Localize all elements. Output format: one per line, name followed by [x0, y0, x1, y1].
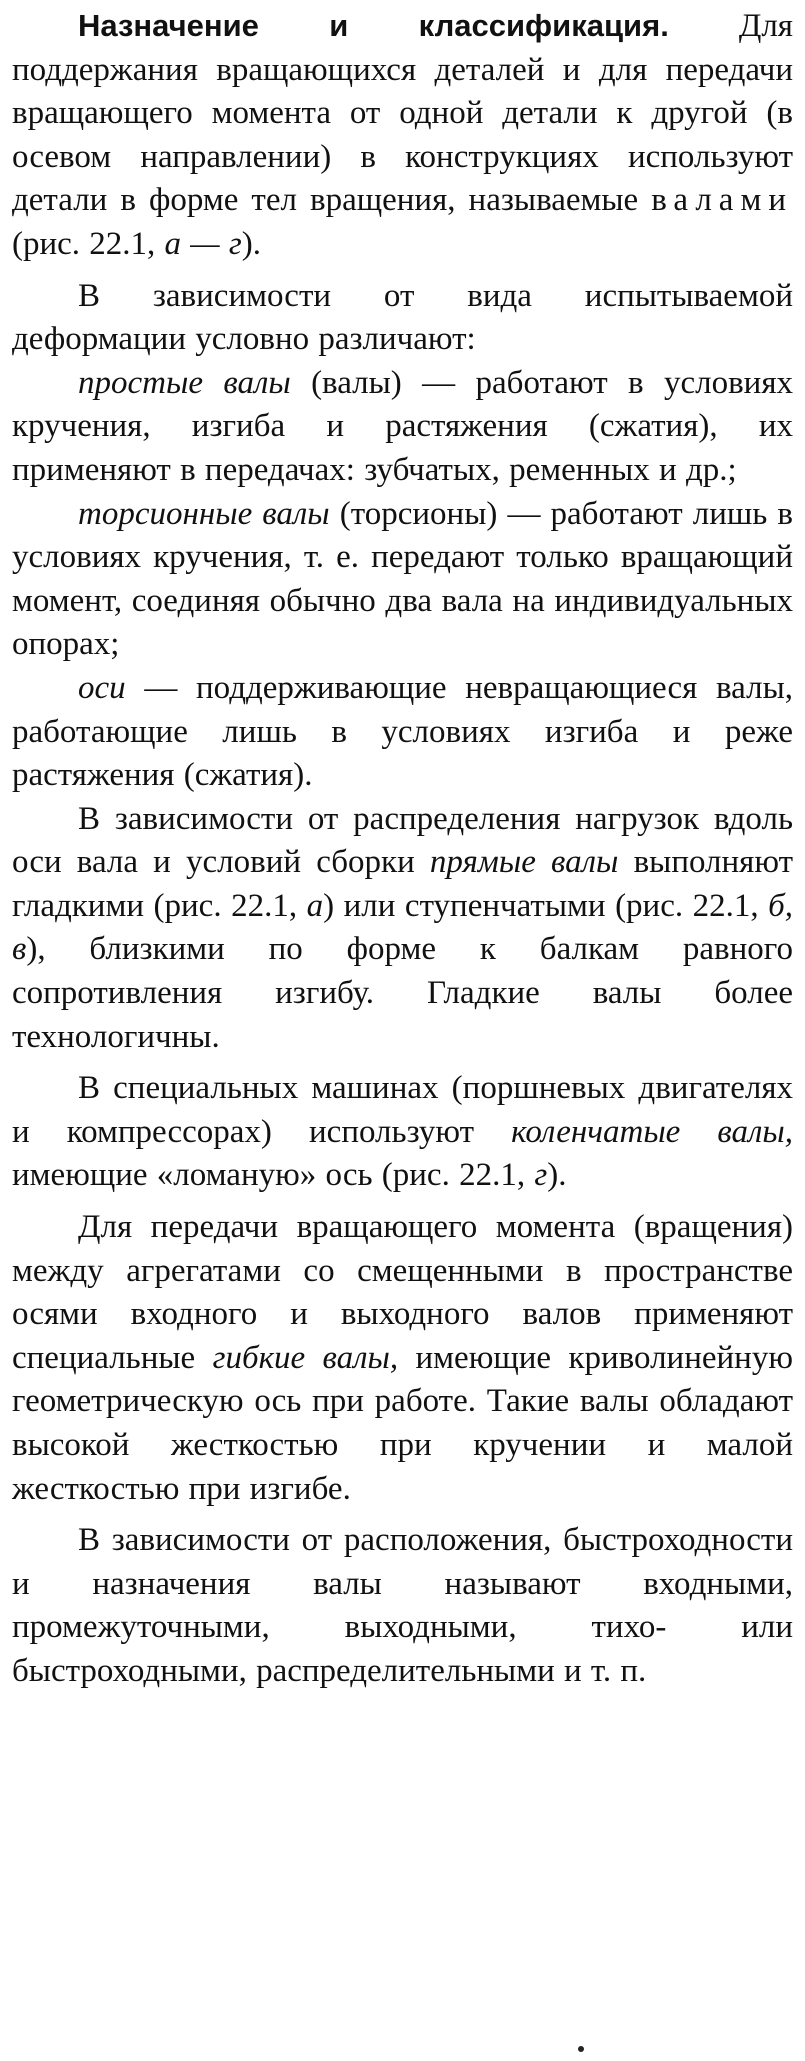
paragraph-text: Для поддержания вращающихся деталей и для передачи вращающего момента от одной детали к другой (в осевом направлении) в конструкциях используют детали в форме тел вращения, называемые: [12, 8, 793, 219]
paragraph-text: Для передачи вращающего момента (вращения) между агрегатами со смещенными в пространстве осями входного и выходного валов применяют специальные: [12, 1209, 793, 1376]
term-crankshafts: коленчатые валы,: [511, 1113, 793, 1150]
term-axles: оси: [78, 669, 126, 706]
figure-ref: а — г: [164, 225, 242, 262]
paragraph-text: ), близкими по форме к балкам равного сопротивления изгибу. Гладкие валы более технологичны.: [12, 931, 793, 1055]
paragraph-text: имеющие «ломаную» ось (рис. 22.1,: [12, 1157, 535, 1194]
paragraph-text: — поддерживающие невращающиеся валы, работающие лишь в условиях изгиба и реже растяжения (сжатия).: [12, 669, 793, 794]
term-torsion-shafts: торсионные валы: [78, 495, 330, 532]
paragraph-text: (валы) — работают в условиях кручения, изгиба и растяжения (сжатия), их применяют в передачах: зубчатых, ременных и др.;: [12, 364, 793, 488]
paragraph-text: В зависимости от вида испытываемой деформации условно различают:: [12, 277, 793, 358]
term-straight-shafts: прямые валы: [429, 844, 619, 881]
paragraph-flexible-shafts: [12, 1206, 793, 1511]
paragraph-straight-shafts: [12, 798, 793, 1060]
section-heading: Назначение и классификация.: [78, 8, 669, 43]
paragraph-purpose-classification: [12, 4, 793, 267]
figure-ref: г: [534, 1157, 548, 1194]
paragraph-shaft-naming: [12, 1519, 793, 1693]
paragraph-crankshafts: [12, 1067, 793, 1198]
paragraph-text: В зависимости от расположения, быстроходности и назначения валы называют входными, промежуточными, выходными, тихо- или быстроходными, распределительными и т. п.: [12, 1522, 793, 1689]
paragraph-simple-shafts: [12, 362, 793, 493]
term-simple-shafts: простые валы: [78, 364, 291, 401]
paragraph-text: имеющие криволинейную геометрическую ось при работе. Такие валы обладают высокой жесткостью при кручении и малой жесткостью при изгибе.: [12, 1339, 793, 1507]
paragraph-text: В зависимости от распределения нагрузок вдоль оси вала и условий сборки: [12, 800, 793, 881]
paragraph-text: ).: [547, 1157, 567, 1194]
figure-ref: а: [306, 887, 324, 924]
paragraph-text: выполняют гладкими (рис. 22.1,: [12, 844, 793, 924]
figure-ref: б, в: [12, 887, 794, 968]
paragraph-deformation-types: [12, 275, 793, 362]
term-shafts: валами: [651, 182, 793, 219]
paragraph-text: ) или ступенчатыми (рис. 22.1,: [323, 887, 769, 924]
paragraph-text: В специальных машинах (поршневых двигателях и компрессорах) используют: [12, 1070, 793, 1150]
paragraph-torsion-shafts: [12, 493, 793, 667]
paragraph-text: (торсионы) — работают лишь в условиях кручения, т. е. передают только вращающий момент, соединяя обычно два вала на индивидуальных опорах;: [12, 495, 793, 663]
paragraph-text: ).: [241, 225, 262, 262]
paragraph-text: (рис. 22.1,: [12, 225, 165, 262]
paragraph-axles: [12, 667, 793, 798]
print-speck: [578, 2046, 584, 2052]
document-body: [12, 4, 793, 1702]
term-flexible-shafts: гибкие валы,: [212, 1339, 399, 1376]
